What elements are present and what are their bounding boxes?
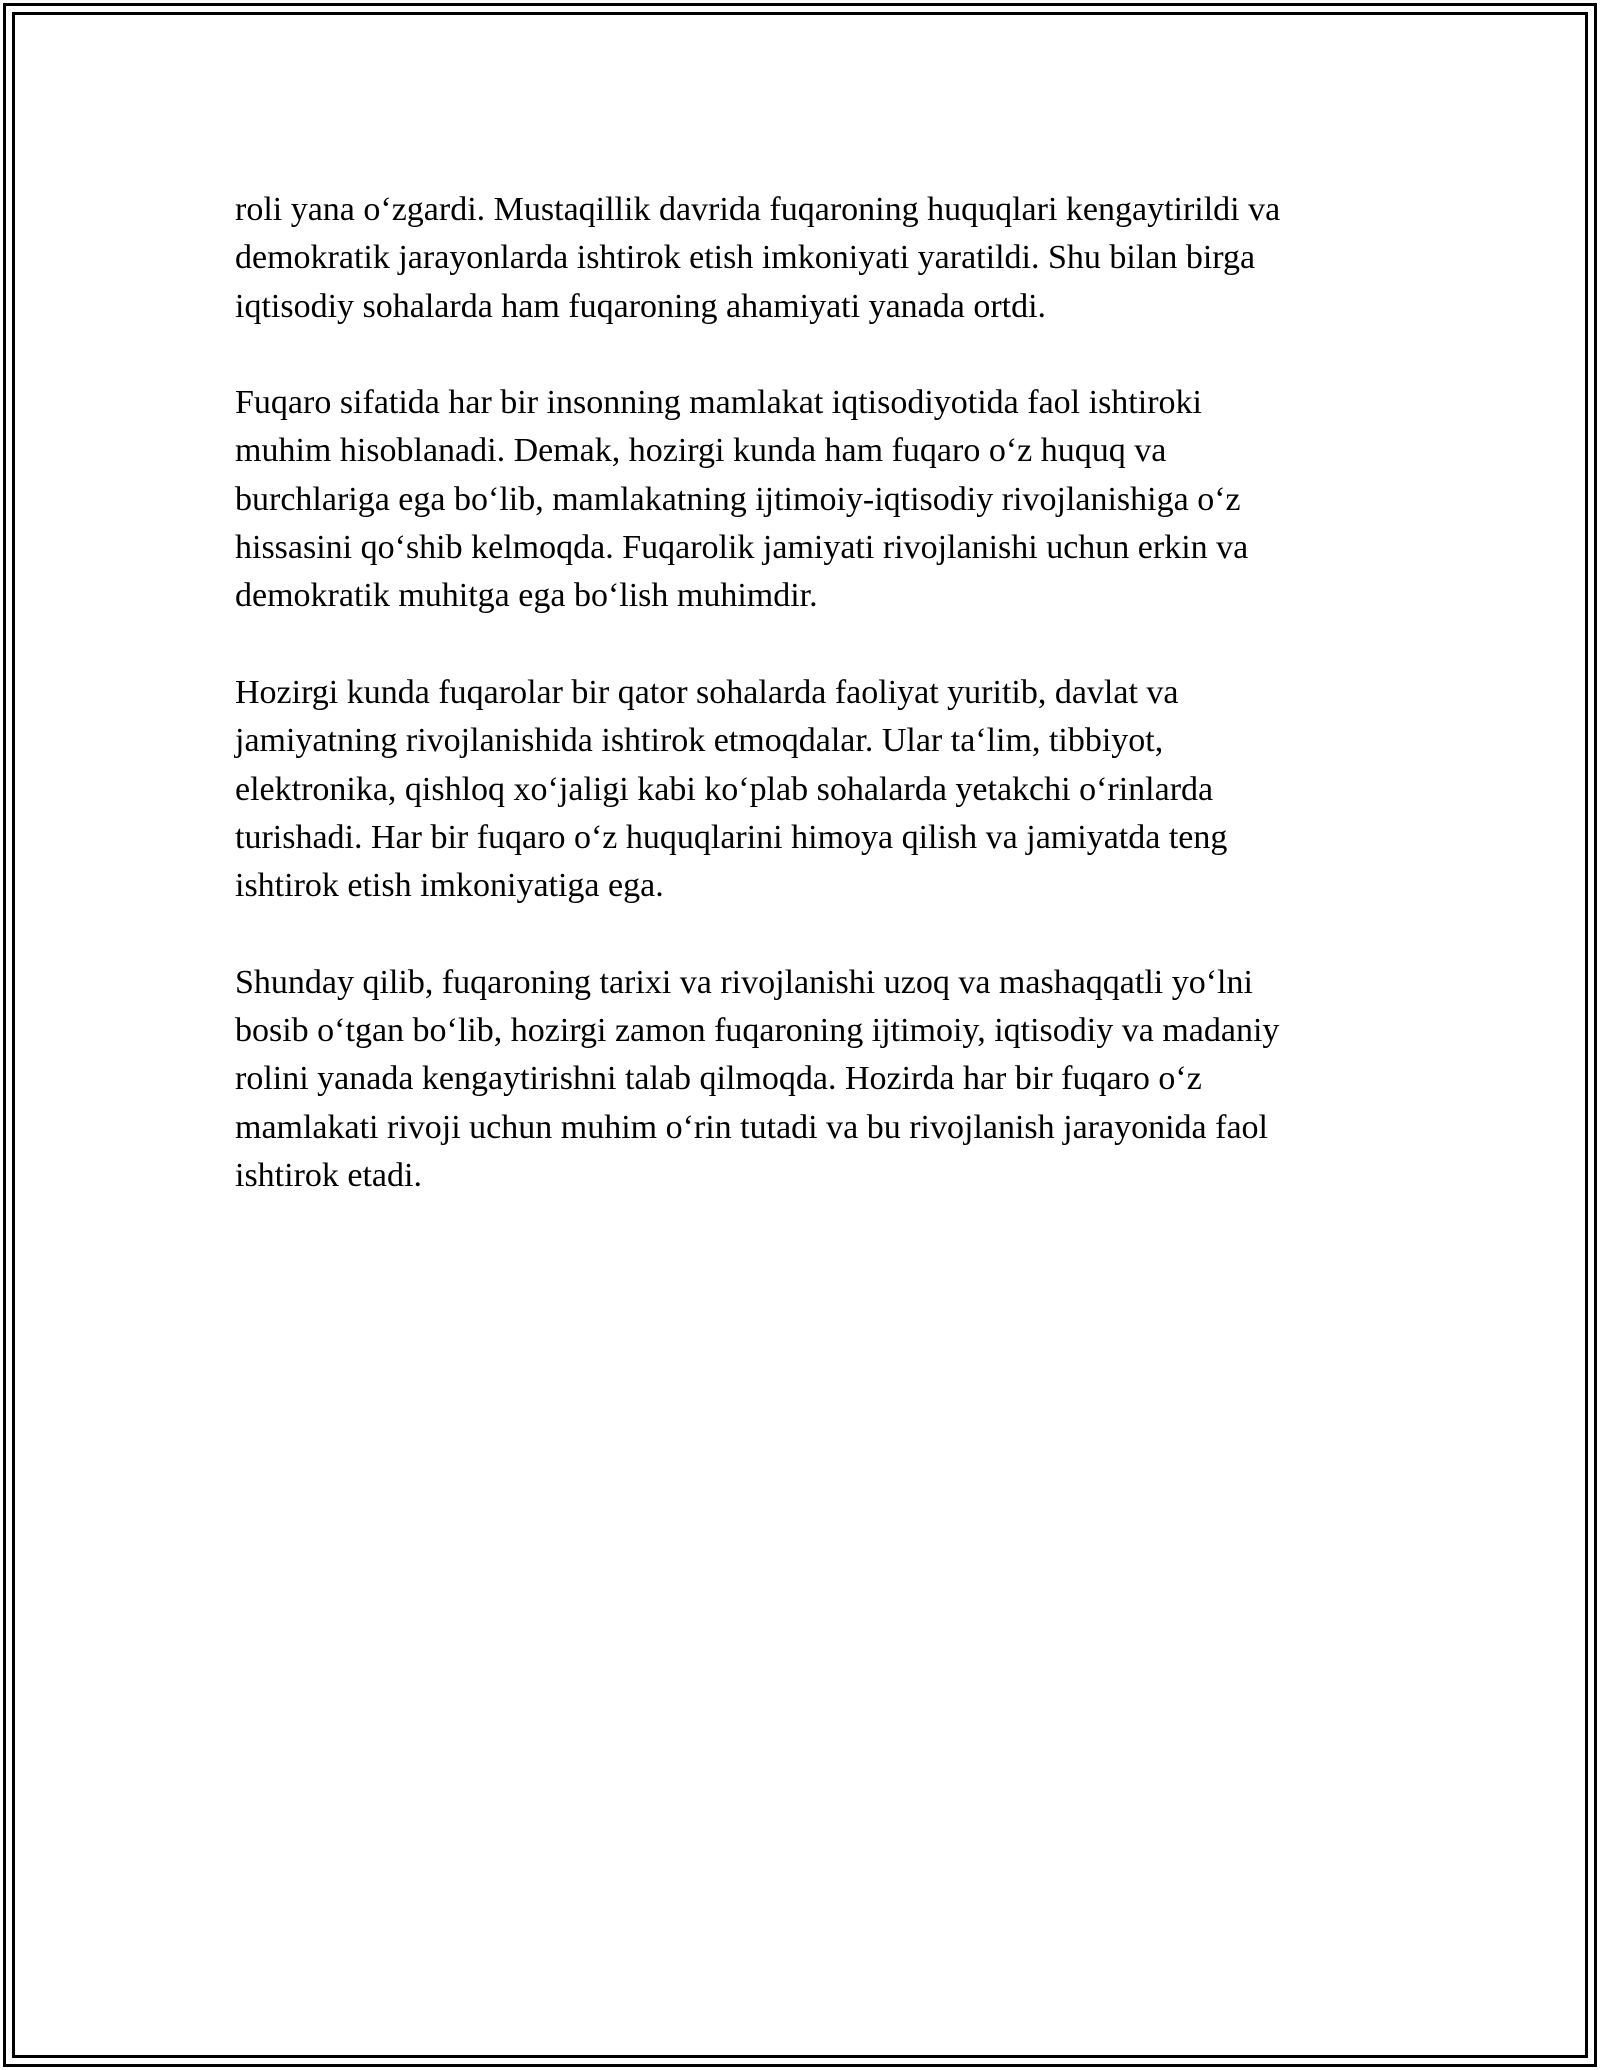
text-line: burchlariga ega bo‘lib, mamlakatning ijtimoiy-iqtisodiy rivojlanishiga o‘z [235,480,1241,518]
text-line: Shunday qilib, fuqaroning tarixi va rivojlanishi uzoq va mashaqqatli yo‘lni [235,963,1253,1001]
text-line: muhim hisoblanadi. Demak, hozirgi kunda ham fuqaro o‘z huquq va [235,432,1167,470]
paragraph-2 [235,379,1385,620]
text-line: iqtisodiy sohalarda ham fuqaroning ahamiyati yanada ortdi. [235,287,1047,325]
text-line: turishadi. Har bir fuqaro o‘z huquqlarini himoya qilish va jamiyatda teng [235,818,1228,856]
text-line: Fuqaro sifatida har bir insonning mamlakat iqtisodiyotida faol ishtiroki [235,384,1202,422]
document-body [235,186,1385,1249]
text-line: jamiyatning rivojlanishida ishtirok etmoqdalar. Ular ta‘lim, tibbiyot, [235,722,1164,760]
text-line: demokratik jarayonlarda ishtirok etish imkoniyati yaratildi. Shu bilan birga [235,239,1256,277]
text-line: mamlakati rivoji uchun muhim o‘rin tutadi va bu rivojlanish jarayonida faol [235,1108,1268,1146]
text-line: bosib o‘tgan bo‘lib, hozirgi zamon fuqaroning ijtimoiy, iqtisodiy va madaniy [235,1012,1280,1050]
text-line: hissasini qo‘shib kelmoqda. Fuqarolik jamiyati rivojlanishi uchun erkin va [235,529,1249,567]
text-line: Hozirgi kunda fuqarolar bir qator sohalarda faoliyat yuritib, davlat va [235,673,1179,711]
paragraph-4 [235,959,1385,1200]
text-line: roli yana o‘zgardi. Mustaqillik davrida fuqaroning huquqlari kengaytirildi va [235,191,1281,228]
text-line: ishtirok etadi. [235,1156,422,1194]
text-line: demokratik muhitga ega bo‘lish muhimdir. [235,577,818,615]
paragraph-3 [235,669,1385,910]
text-line: elektronika, qishloq xo‘jaligi kabi ko‘plab sohalarda yetakchi o‘rinlarda [235,770,1214,808]
paragraph-1 [235,186,1385,331]
text-line: rolini yanada kengaytirishni talab qilmoqda. Hozirda har bir fuqaro o‘z [235,1060,1202,1098]
text-line: ishtirok etish imkoniyatiga ega. [235,867,664,905]
